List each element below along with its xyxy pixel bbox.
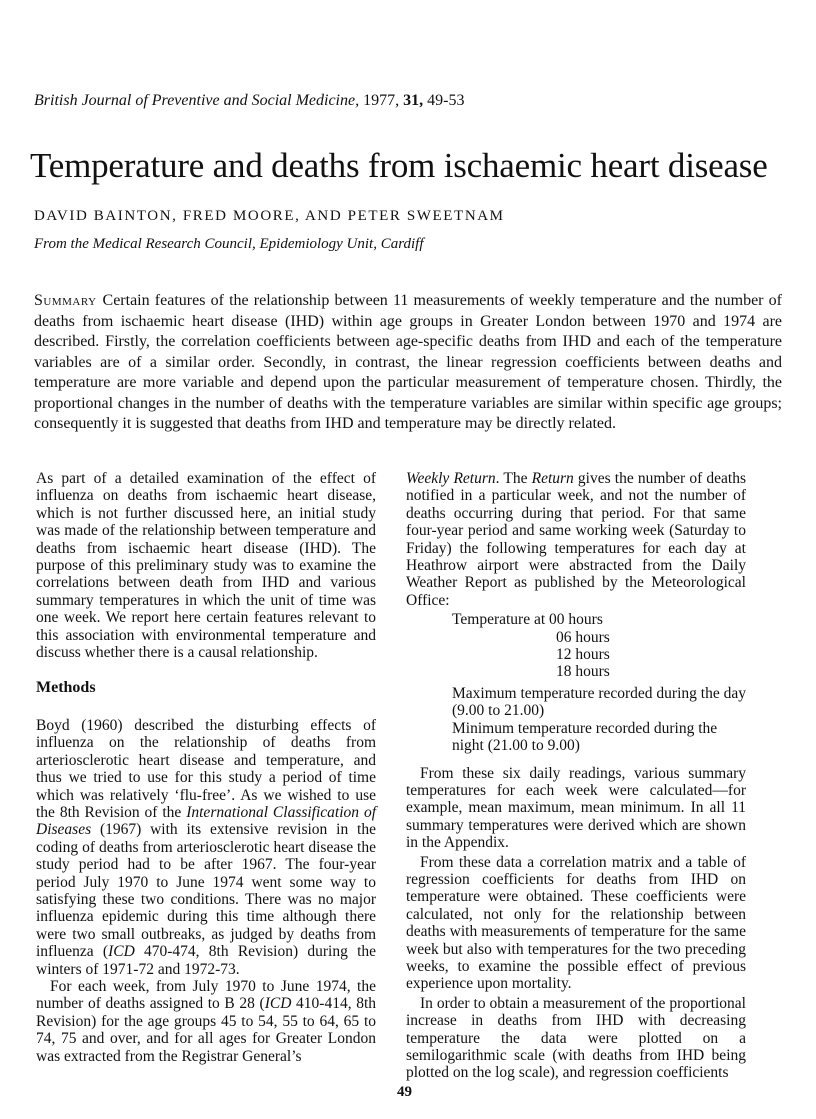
- methods-p1-text-c: 470-474, 8th Revision) during the winters of 1971-72 and 1972-73.: [36, 943, 377, 978]
- journal-volume: 31,: [403, 92, 424, 109]
- right-p1-text-b: gives the number of deaths notified in a particular week, and not the number of deaths occurring during that period. For that same four-year period and same working week (Saturday to Friday) the following temperatures for each day at Heathrow airport were abstracted from the Daily Weather Report as published by the Meteorological Office:: [406, 470, 746, 609]
- methods-paragraph-1: [36, 717, 376, 978]
- summary: [34, 291, 782, 435]
- weekly-return-title: Weekly Return: [406, 470, 496, 487]
- right-paragraph-3: From these data a correlation matrix and a table of regression coefficients for deaths from IHD on temperature were obtained. These coefficients were calculated, not only for the relationship between deaths with measurements of temperature for the same week but also with temperatures for the two preceding weeks, to examine the possible effect of previous experience upon mortality.: [406, 853, 746, 993]
- affiliation: From the Medical Research Council, Epidemiology Unit, Cardiff: [34, 236, 424, 252]
- article-title: Temperature and deaths from ischaemic heart disease: [30, 146, 768, 185]
- temperature-06: 06 hours: [556, 628, 610, 646]
- methods-p2-text-b: 410-414, 8th Revision) for the age groups 45 to 54, 55 to 64, 65 to 74, 75 and over, and for all ages for Greater London was extracted from the Registrar General’s: [36, 995, 377, 1065]
- summary-label: Summary: [34, 292, 97, 309]
- icd-abbrev: ICD: [108, 943, 135, 961]
- min-temperature-item: Minimum temperature recorded during the night (21.00 to 9.00): [452, 719, 718, 755]
- right-paragraph-2: From these six daily readings, various summary temperatures for each week were calculated—for example, mean maximum, mean minimum. In all 11 summary temperatures were derived which are shown in the Appendix.: [406, 764, 746, 852]
- methods-paragraph-2: [36, 978, 376, 1065]
- icd-abbrev-2: ICD: [264, 995, 292, 1013]
- right-column: [406, 470, 746, 1082]
- left-column: [36, 470, 376, 1065]
- methods-p1-text-a: Boyd (1960) described the disturbing effects of influenza on the relationship of deaths from arteriosclerotic heart disease and temperature, and thus we tried to use for this study a period of time which was relatively ‘flu-free’. As we wished to use the 8th Revision of the: [36, 716, 376, 821]
- methods-heading: Methods: [36, 679, 96, 697]
- intro-paragraph: As part of a detailed examination of the effect of influenza on deaths from ischaemic heart disease, which is not further discussed here, an initial study was made of the relationship between temperature and deaths from ischaemic heart disease (IHD). The purpose of this preliminary study was to examine the correlations between death from IHD and various summary temperatures in which the unit of time was one week. We report here certain features relevant to this association with environmental temperature and discuss whether there is a causal relationship.: [36, 470, 376, 662]
- journal-citation: [34, 92, 464, 110]
- right-paragraph-1: [406, 470, 746, 609]
- max-temperature-item: Maximum temperature recorded during the day (9.00 to 21.00): [452, 684, 746, 720]
- journal-pages: 49-53: [427, 92, 465, 109]
- return-word: Return: [531, 470, 574, 487]
- icd-title: International Classification of Diseases: [36, 803, 376, 839]
- authors: DAVID BAINTON, FRED MOORE, AND PETER SWEETNAM: [34, 208, 505, 224]
- methods-p1-text-b: (1967) with its extensive revision in the coding of deaths from arteriosclerotic heart disease the study period had to be after 1967. The four-year period July 1970 to June 1974 went some way to satisfying these two conditions. There was no major influenza epidemic during this time although there were two small outbreaks, as judged by deaths from influenza (: [36, 821, 376, 961]
- right-p1-text-a: . The: [495, 470, 532, 487]
- temperature-12: 12 hours: [556, 646, 610, 664]
- temperature-00: Temperature at 00 hours: [452, 611, 603, 629]
- right-paragraph-4: In order to obtain a measurement of the proportional increase in deaths from IHD with decreasing temperature the data were plotted on a semilogarithmic scale (with deaths from IHD being plotted on the log scale), and regression coefficients: [406, 994, 746, 1082]
- temperature-18: 18 hours: [556, 663, 610, 681]
- journal-year: 1977,: [363, 92, 400, 109]
- temperature-list: [406, 611, 746, 681]
- methods-p2-text-a: For each week, from July 1970 to June 1974, the number of deaths assigned to B 28 (: [36, 977, 376, 1013]
- page-number: 49: [397, 1084, 412, 1100]
- summary-text: Certain features of the relationship between 11 measurements of weekly temperature and the number of deaths from ischaemic heart disease (IHD) within age groups in Greater London between 1970 and 1974 are described. Firstly, the correlation coefficients between age-specific deaths from IHD and each of the temperature variables are of a similar order. Secondly, in contrast, the linear regression coefficients between deaths and temperature are more variable and depend upon the particular measurement of temperature chosen. Thirdly, the proportional changes in the number of deaths with the temperature variables are similar within specific age groups; consequently it is suggested that deaths from IHD and temperature may be directly related.: [34, 292, 782, 432]
- journal-name: British Journal of Preventive and Social Medicine,: [34, 92, 360, 109]
